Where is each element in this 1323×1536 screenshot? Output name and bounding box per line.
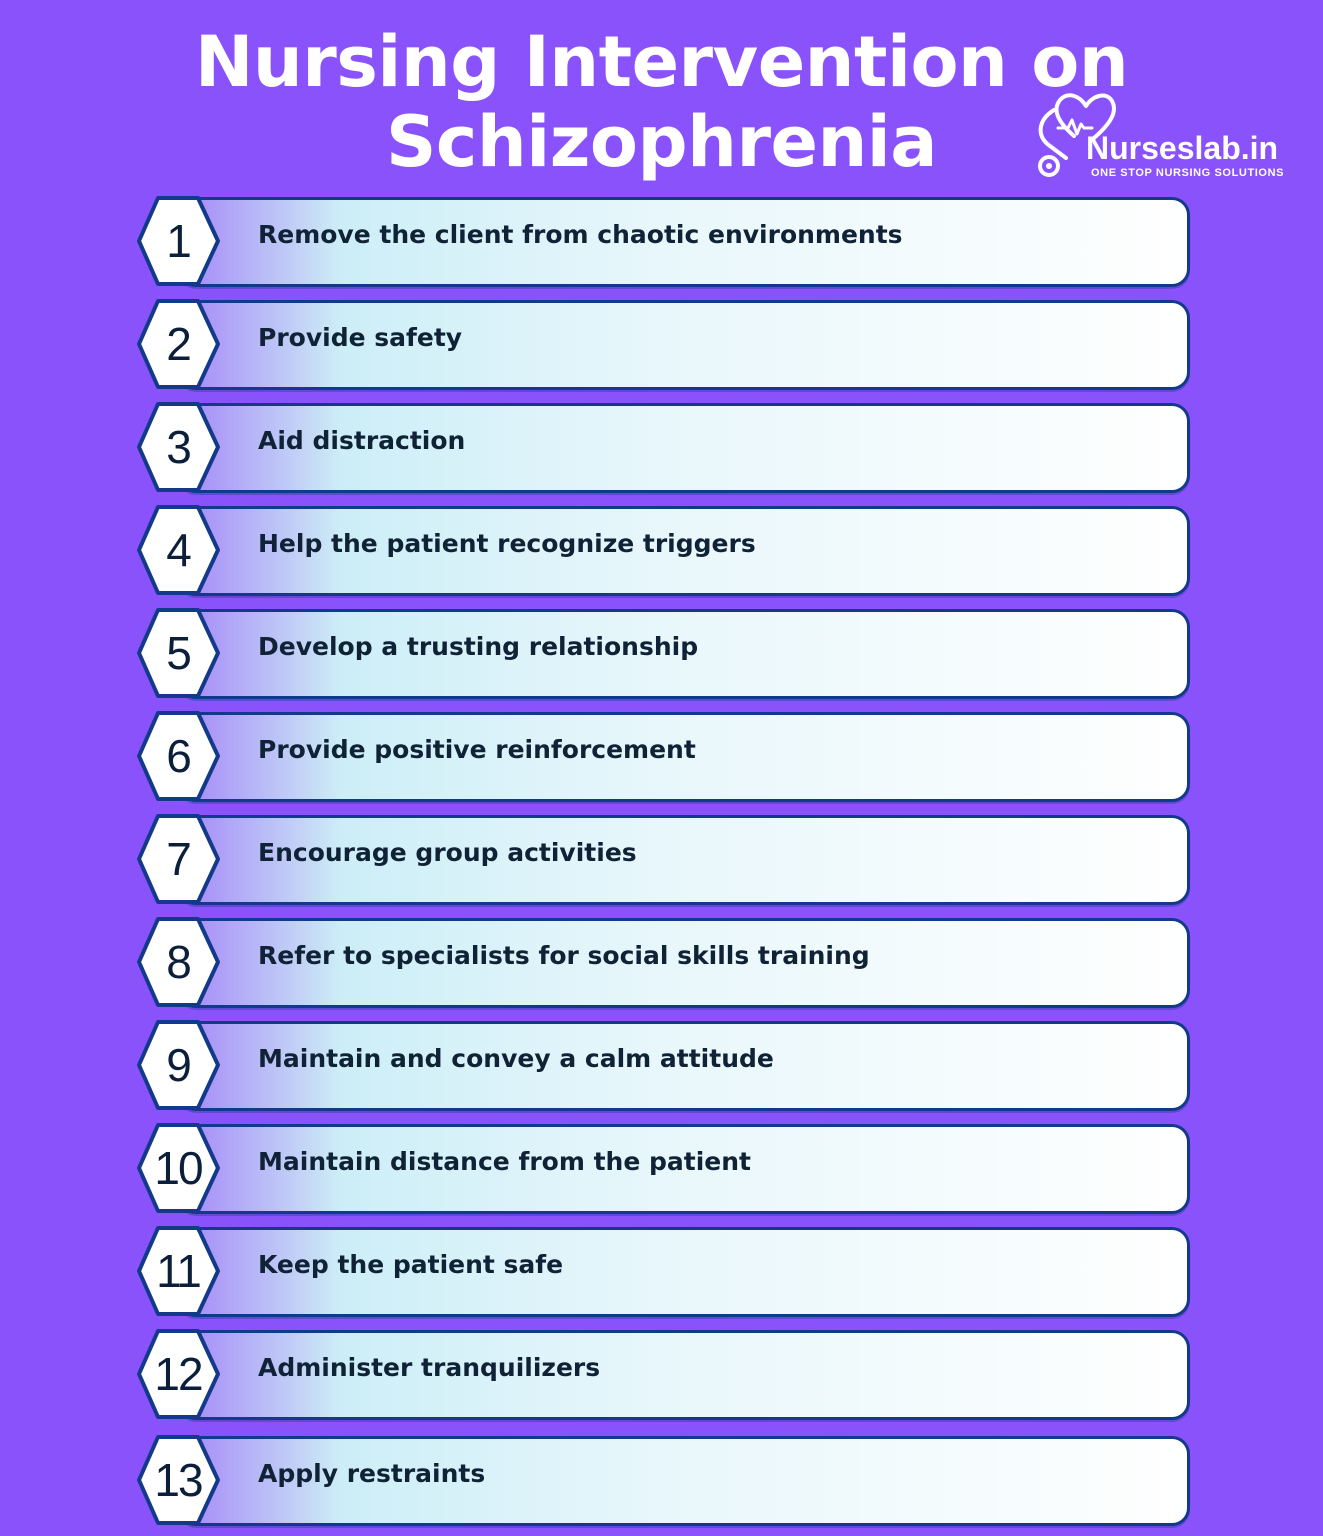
logo-tagline: ONE STOP NURSING SOLUTIONS: [1091, 167, 1285, 179]
list-item: [136, 1225, 1196, 1317]
title-line-1: Nursing Intervention on: [194, 21, 1129, 103]
item-number: 6: [166, 730, 190, 782]
title-line-2: Schizophrenia: [385, 101, 938, 183]
item-number: 2: [166, 318, 190, 370]
list-item: [136, 916, 1196, 1008]
list-item: [136, 195, 1196, 287]
item-number: 12: [154, 1348, 202, 1400]
item-text: Administer tranquilizers: [258, 1353, 601, 1382]
hexagon-badge: [136, 916, 224, 1008]
item-number: 5: [166, 627, 190, 679]
item-text: Encourage group activities: [258, 838, 637, 867]
hexagon-badge: [136, 1328, 224, 1420]
item-number: 7: [166, 833, 190, 885]
item-number: 1: [166, 215, 190, 267]
item-text: Develop a trusting relationship: [258, 632, 699, 661]
item-text: Help the patient recognize triggers: [258, 529, 756, 558]
hexagon-badge: [136, 813, 224, 905]
item-text: Refer to specialists for social skills training: [258, 941, 870, 970]
item-number: 4: [166, 524, 190, 576]
nurseslab-logo: [1030, 88, 1310, 188]
list-item: [136, 1019, 1196, 1111]
hexagon-badge: [136, 710, 224, 802]
item-text: Aid distraction: [258, 426, 466, 455]
list-item: [136, 813, 1196, 905]
list-item: [136, 1328, 1196, 1420]
list-item: [136, 607, 1196, 699]
list-item: [136, 1122, 1196, 1214]
item-number: 13: [154, 1454, 202, 1506]
item-number: 11: [156, 1245, 200, 1297]
list-item: [136, 1434, 1196, 1526]
item-number: 3: [166, 421, 190, 473]
item-text: Keep the patient safe: [258, 1250, 564, 1279]
list-item: [136, 710, 1196, 802]
item-number: 10: [154, 1142, 202, 1194]
hexagon-badge: [136, 298, 224, 390]
item-text: Maintain and convey a calm attitude: [258, 1044, 774, 1073]
item-text: Apply restraints: [258, 1459, 486, 1488]
list-item: [136, 401, 1196, 493]
hexagon-badge: [136, 1019, 224, 1111]
item-text: Provide safety: [258, 323, 463, 352]
hexagon-badge: [136, 401, 224, 493]
hexagon-badge: [136, 195, 224, 287]
hexagon-badge: [136, 1225, 224, 1317]
hexagon-badge: [136, 1434, 224, 1526]
item-number: 8: [166, 936, 190, 988]
item-text: Maintain distance from the patient: [258, 1147, 751, 1176]
list-item: [136, 298, 1196, 390]
item-text: Provide positive reinforcement: [258, 735, 696, 764]
hexagon-badge: [136, 607, 224, 699]
hexagon-badge: [136, 504, 224, 596]
hexagon-badge: [136, 1122, 224, 1214]
item-text: Remove the client from chaotic environments: [258, 220, 903, 249]
item-number: 9: [166, 1039, 190, 1091]
list-item: [136, 504, 1196, 596]
logo-name: Nurseslab.in: [1086, 130, 1279, 166]
